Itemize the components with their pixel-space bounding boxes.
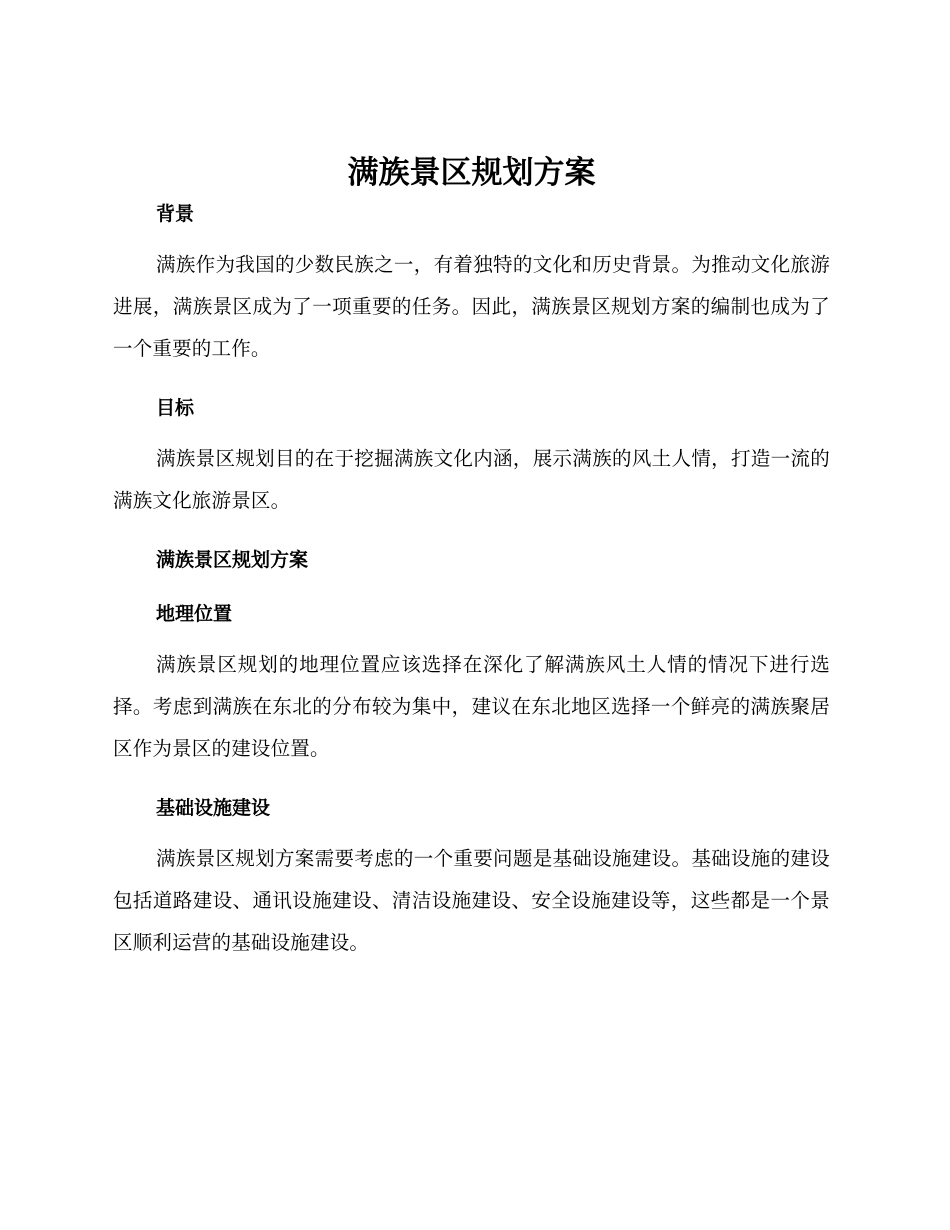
section-heading-location: 地理位置 (156, 603, 233, 625)
section-heading-goal: 目标 (156, 397, 195, 419)
section-paragraph-goal: 满族景区规划目的在于挖掘满族文化内涵，展示满族的风土人情，打造一流的满族文化旅游景区。 (113, 447, 830, 512)
document-body (113, 148, 830, 964)
section-paragraph-background: 满族作为我国的少数民族之一，有着独特的文化和历史背景。为推动文化旅游进展，满族景区成为了一项重要的任务。因此，满族景区规划方案的编制也成为了一个重要的工作。 (113, 253, 830, 360)
section-heading-background: 背景 (156, 203, 195, 225)
section-heading-plan: 满族景区规划方案 (156, 549, 309, 571)
section-paragraph-infrastructure: 满族景区规划方案需要考虑的一个重要问题是基础设施建设。基础设施的建设包括道路建设、通讯设施建设、清洁设施建设、安全设施建设等，这些都是一个景区顺利运营的基础设施建设。 (113, 847, 830, 954)
section-heading-infrastructure: 基础设施建设 (156, 797, 271, 819)
section-paragraph-location: 满族景区规划的地理位置应该选择在深化了解满族风土人情的情况下进行选择。考虑到满族在东北的分布较为集中，建议在东北地区选择一个鲜亮的满族聚居区作为景区的建设位置。 (113, 653, 830, 760)
document-title: 满族景区规划方案 (347, 155, 596, 191)
